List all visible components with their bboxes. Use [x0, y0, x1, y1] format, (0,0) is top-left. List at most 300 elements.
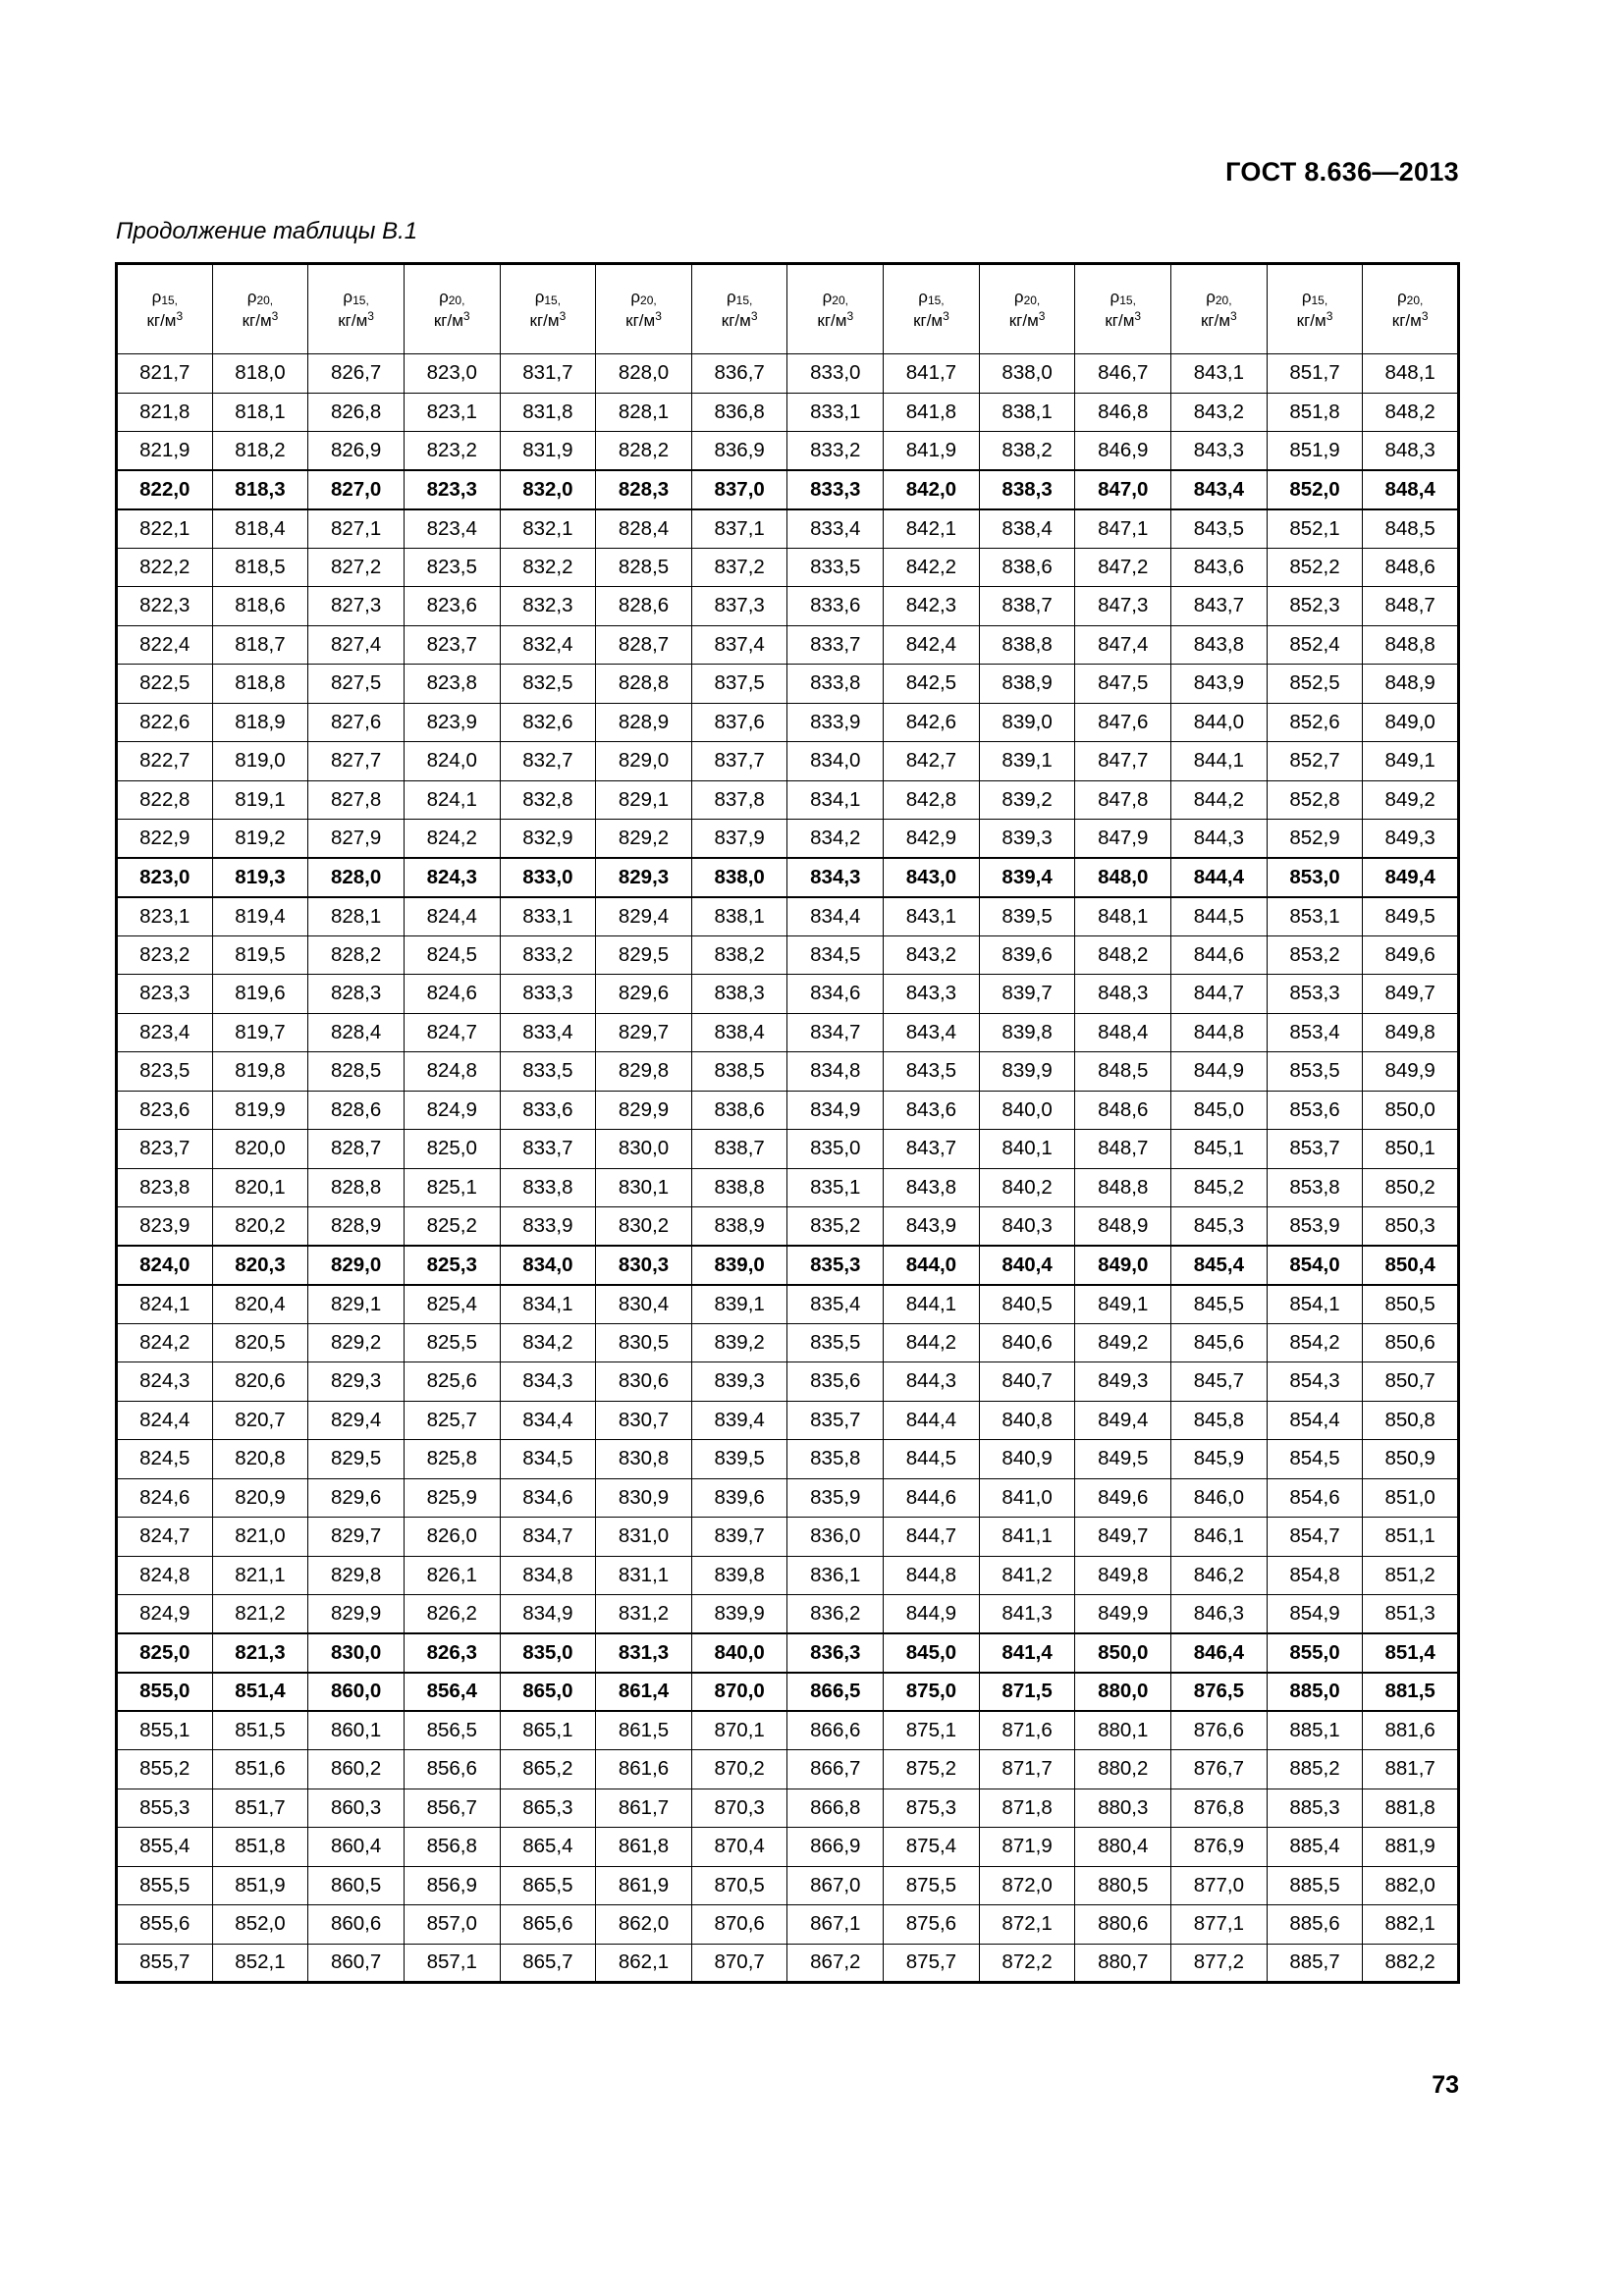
density-cell: 834,0 [787, 742, 884, 781]
density-cell: 851,2 [1363, 1556, 1459, 1595]
density-cell: 877,0 [1171, 1866, 1268, 1905]
density-cell: 871,9 [979, 1828, 1075, 1867]
table-row [117, 742, 1459, 781]
density-cell: 829,1 [308, 1285, 405, 1324]
density-cell: 839,3 [691, 1362, 787, 1402]
density-cell: 843,0 [884, 858, 980, 897]
table-row [117, 665, 1459, 704]
density-cell: 823,4 [404, 509, 500, 549]
density-cell: 885,0 [1267, 1673, 1363, 1712]
density-cell: 841,7 [884, 354, 980, 394]
density-cell: 842,9 [884, 820, 980, 859]
density-cell: 850,6 [1363, 1323, 1459, 1362]
density-cell: 830,2 [596, 1207, 692, 1247]
density-cell: 849,3 [1075, 1362, 1171, 1402]
density-cell: 847,1 [1075, 509, 1171, 549]
density-cell: 860,7 [308, 1944, 405, 1983]
density-cell: 860,1 [308, 1711, 405, 1750]
column-header-7 [691, 264, 787, 354]
density-cell: 833,8 [500, 1168, 596, 1207]
density-cell: 835,1 [787, 1168, 884, 1207]
density-cell: 825,7 [404, 1401, 500, 1440]
density-cell: 822,8 [117, 780, 213, 820]
density-cell: 821,8 [117, 393, 213, 432]
density-cell: 837,3 [691, 587, 787, 626]
density-cell: 829,3 [596, 858, 692, 897]
density-cell: 850,8 [1363, 1401, 1459, 1440]
density-cell: 823,8 [404, 665, 500, 704]
density-cell: 861,9 [596, 1866, 692, 1905]
density-cell: 828,6 [308, 1091, 405, 1130]
density-cell: 847,8 [1075, 780, 1171, 820]
density-cell: 841,3 [979, 1595, 1075, 1634]
density-cell: 823,4 [117, 1013, 213, 1052]
header-unit: $кг/м^3$ [1391, 308, 1429, 330]
header-symbol: ρ15, [343, 288, 369, 308]
density-cell: 842,4 [884, 625, 980, 665]
density-cell: 830,0 [308, 1633, 405, 1673]
density-cell: 825,0 [404, 1130, 500, 1169]
density-cell: 876,6 [1171, 1711, 1268, 1750]
density-cell: 844,0 [1171, 703, 1268, 742]
density-cell: 828,7 [596, 625, 692, 665]
density-cell: 828,2 [308, 935, 405, 975]
table-row [117, 975, 1459, 1014]
density-cell: 822,6 [117, 703, 213, 742]
table-row [117, 1595, 1459, 1634]
density-cell: 885,4 [1267, 1828, 1363, 1867]
density-cell: 848,8 [1363, 625, 1459, 665]
density-cell: 845,7 [1171, 1362, 1268, 1402]
density-cell: 855,3 [117, 1789, 213, 1828]
density-cell: 821,7 [117, 354, 213, 394]
table-row [117, 625, 1459, 665]
density-cell: 831,7 [500, 354, 596, 394]
density-cell: 851,6 [212, 1750, 308, 1789]
density-cell: 828,7 [308, 1130, 405, 1169]
density-cell: 845,0 [884, 1633, 980, 1673]
density-cell: 885,2 [1267, 1750, 1363, 1789]
density-cell: 881,6 [1363, 1711, 1459, 1750]
density-cell: 871,7 [979, 1750, 1075, 1789]
density-cell: 835,9 [787, 1478, 884, 1518]
density-cell: 848,3 [1363, 432, 1459, 471]
density-cell: 855,0 [117, 1673, 213, 1712]
density-cell: 854,2 [1267, 1323, 1363, 1362]
density-cell: 849,0 [1075, 1246, 1171, 1285]
density-cell: 872,2 [979, 1944, 1075, 1983]
density-cell: 839,4 [979, 858, 1075, 897]
density-cell: 844,4 [1171, 858, 1268, 897]
density-cell: 849,8 [1075, 1556, 1171, 1595]
density-cell: 825,4 [404, 1285, 500, 1324]
density-cell: 828,6 [596, 587, 692, 626]
density-cell: 829,0 [308, 1246, 405, 1285]
density-cell: 819,4 [212, 897, 308, 936]
density-cell: 834,8 [500, 1556, 596, 1595]
density-cell: 880,1 [1075, 1711, 1171, 1750]
header-symbol: ρ20, [1396, 288, 1424, 308]
density-cell: 849,3 [1363, 820, 1459, 859]
column-header-13 [1267, 264, 1363, 354]
density-cell: 829,9 [596, 1091, 692, 1130]
table-row [117, 1285, 1459, 1324]
density-cell: 833,0 [500, 858, 596, 897]
column-header-4 [404, 264, 500, 354]
density-cell: 824,4 [404, 897, 500, 936]
header-symbol: ρ20, [630, 288, 657, 308]
density-cell: 838,7 [691, 1130, 787, 1169]
density-cell: 853,4 [1267, 1013, 1363, 1052]
density-cell: 839,1 [691, 1285, 787, 1324]
density-cell: 849,8 [1363, 1013, 1459, 1052]
density-cell: 885,1 [1267, 1711, 1363, 1750]
density-cell: 823,5 [404, 548, 500, 587]
density-cell: 834,6 [787, 975, 884, 1014]
density-cell: 840,5 [979, 1285, 1075, 1324]
density-cell: 851,1 [1363, 1518, 1459, 1557]
density-cell: 848,7 [1075, 1130, 1171, 1169]
density-cell: 847,9 [1075, 820, 1171, 859]
density-cell: 852,0 [1267, 470, 1363, 509]
density-cell: 818,4 [212, 509, 308, 549]
table-row [117, 1478, 1459, 1518]
density-cell: 830,1 [596, 1168, 692, 1207]
density-cell: 839,9 [979, 1052, 1075, 1092]
density-conversion-table [115, 262, 1460, 1984]
column-header-12 [1171, 264, 1268, 354]
density-cell: 823,6 [117, 1091, 213, 1130]
density-cell: 829,2 [596, 820, 692, 859]
table-row [117, 1168, 1459, 1207]
density-cell: 875,5 [884, 1866, 980, 1905]
density-cell: 838,5 [691, 1052, 787, 1092]
density-cell: 824,0 [117, 1246, 213, 1285]
density-cell: 875,4 [884, 1828, 980, 1867]
density-cell: 854,9 [1267, 1595, 1363, 1634]
density-cell: 880,7 [1075, 1944, 1171, 1983]
density-cell: 881,5 [1363, 1673, 1459, 1712]
density-cell: 865,5 [500, 1866, 596, 1905]
density-cell: 818,3 [212, 470, 308, 509]
density-cell: 844,0 [884, 1246, 980, 1285]
density-cell: 828,4 [308, 1013, 405, 1052]
density-cell: 885,7 [1267, 1944, 1363, 1983]
header-symbol: ρ20, [246, 288, 274, 308]
density-cell: 824,0 [404, 742, 500, 781]
density-cell: 835,6 [787, 1362, 884, 1402]
density-cell: 830,3 [596, 1246, 692, 1285]
density-cell: 843,8 [884, 1168, 980, 1207]
density-cell: 819,7 [212, 1013, 308, 1052]
density-cell: 855,0 [1267, 1633, 1363, 1673]
density-cell: 832,4 [500, 625, 596, 665]
density-cell: 824,2 [117, 1323, 213, 1362]
density-cell: 850,0 [1363, 1091, 1459, 1130]
density-cell: 823,9 [117, 1207, 213, 1247]
density-cell: 845,6 [1171, 1323, 1268, 1362]
table-row [117, 1633, 1459, 1673]
density-cell: 830,4 [596, 1285, 692, 1324]
density-cell: 828,8 [596, 665, 692, 704]
density-cell: 839,8 [691, 1556, 787, 1595]
column-header-11 [1075, 264, 1171, 354]
density-cell: 829,8 [308, 1556, 405, 1595]
density-cell: 833,6 [500, 1091, 596, 1130]
header-symbol: ρ15, [151, 288, 178, 308]
density-cell: 880,4 [1075, 1828, 1171, 1867]
density-cell: 835,0 [500, 1633, 596, 1673]
density-cell: 834,4 [500, 1401, 596, 1440]
density-cell: 853,6 [1267, 1091, 1363, 1130]
density-cell: 824,9 [404, 1091, 500, 1130]
density-cell: 825,3 [404, 1246, 500, 1285]
density-cell: 833,5 [787, 548, 884, 587]
density-cell: 838,8 [979, 625, 1075, 665]
table-row [117, 1518, 1459, 1557]
density-cell: 836,9 [691, 432, 787, 471]
density-cell: 843,2 [1171, 393, 1268, 432]
density-cell: 852,7 [1267, 742, 1363, 781]
density-cell: 828,2 [596, 432, 692, 471]
density-cell: 885,6 [1267, 1905, 1363, 1945]
table-body [117, 354, 1459, 1983]
density-cell: 857,1 [404, 1944, 500, 1983]
density-cell: 830,5 [596, 1323, 692, 1362]
density-cell: 846,1 [1171, 1518, 1268, 1557]
density-cell: 836,7 [691, 354, 787, 394]
density-cell: 824,4 [117, 1401, 213, 1440]
density-cell: 881,8 [1363, 1789, 1459, 1828]
density-cell: 825,2 [404, 1207, 500, 1247]
density-cell: 844,8 [1171, 1013, 1268, 1052]
density-cell: 833,8 [787, 665, 884, 704]
density-cell: 833,9 [500, 1207, 596, 1247]
density-cell: 845,3 [1171, 1207, 1268, 1247]
density-cell: 861,5 [596, 1711, 692, 1750]
density-cell: 820,9 [212, 1478, 308, 1518]
density-cell: 820,8 [212, 1440, 308, 1479]
density-cell: 865,4 [500, 1828, 596, 1867]
density-cell: 835,8 [787, 1440, 884, 1479]
density-cell: 832,2 [500, 548, 596, 587]
density-cell: 838,1 [691, 897, 787, 936]
column-header-2 [212, 264, 308, 354]
table-head [117, 264, 1459, 354]
header-unit: $кг/м^3$ [146, 308, 184, 330]
density-cell: 844,7 [884, 1518, 980, 1557]
density-cell: 866,9 [787, 1828, 884, 1867]
table-row [117, 1091, 1459, 1130]
table-row [117, 587, 1459, 626]
density-cell: 834,1 [787, 780, 884, 820]
density-cell: 823,0 [404, 354, 500, 394]
density-cell: 856,9 [404, 1866, 500, 1905]
density-cell: 845,1 [1171, 1130, 1268, 1169]
density-cell: 838,1 [979, 393, 1075, 432]
density-cell: 848,9 [1075, 1207, 1171, 1247]
density-cell: 860,0 [308, 1673, 405, 1712]
density-cell: 826,1 [404, 1556, 500, 1595]
density-cell: 835,7 [787, 1401, 884, 1440]
density-cell: 845,0 [1171, 1091, 1268, 1130]
density-cell: 828,5 [596, 548, 692, 587]
density-cell: 833,3 [500, 975, 596, 1014]
header-unit: $кг/м^3$ [1105, 308, 1142, 330]
density-cell: 847,6 [1075, 703, 1171, 742]
density-cell: 844,3 [884, 1362, 980, 1402]
density-cell: 828,0 [308, 858, 405, 897]
density-cell: 820,6 [212, 1362, 308, 1402]
density-cell: 818,8 [212, 665, 308, 704]
density-cell: 833,9 [787, 703, 884, 742]
density-cell: 834,1 [500, 1285, 596, 1324]
density-cell: 871,5 [979, 1673, 1075, 1712]
density-cell: 849,2 [1363, 780, 1459, 820]
density-cell: 829,5 [308, 1440, 405, 1479]
density-cell: 851,9 [212, 1866, 308, 1905]
density-cell: 870,2 [691, 1750, 787, 1789]
density-cell: 823,1 [404, 393, 500, 432]
density-cell: 875,7 [884, 1944, 980, 1983]
density-cell: 833,0 [787, 354, 884, 394]
table-row [117, 935, 1459, 975]
density-cell: 843,9 [1171, 665, 1268, 704]
density-cell: 844,3 [1171, 820, 1268, 859]
density-cell: 844,1 [1171, 742, 1268, 781]
density-cell: 834,2 [500, 1323, 596, 1362]
density-cell: 877,2 [1171, 1944, 1268, 1983]
density-cell: 828,9 [596, 703, 692, 742]
density-cell: 826,3 [404, 1633, 500, 1673]
density-cell: 870,6 [691, 1905, 787, 1945]
density-cell: 839,1 [979, 742, 1075, 781]
density-cell: 841,8 [884, 393, 980, 432]
density-cell: 829,9 [308, 1595, 405, 1634]
density-cell: 824,5 [117, 1440, 213, 1479]
density-cell: 828,3 [596, 470, 692, 509]
density-cell: 852,3 [1267, 587, 1363, 626]
density-cell: 824,2 [404, 820, 500, 859]
density-cell: 832,1 [500, 509, 596, 549]
density-cell: 853,1 [1267, 897, 1363, 936]
density-cell: 834,9 [500, 1595, 596, 1634]
density-cell: 841,4 [979, 1633, 1075, 1673]
density-cell: 861,7 [596, 1789, 692, 1828]
density-cell: 840,2 [979, 1168, 1075, 1207]
density-cell: 818,0 [212, 354, 308, 394]
table-caption: Продолжение таблицы В.1 [116, 218, 418, 244]
density-cell: 827,7 [308, 742, 405, 781]
density-cell: 848,6 [1075, 1091, 1171, 1130]
density-cell: 852,2 [1267, 548, 1363, 587]
density-cell: 876,9 [1171, 1828, 1268, 1867]
density-cell: 828,4 [596, 509, 692, 549]
density-cell: 843,6 [884, 1091, 980, 1130]
density-cell: 840,8 [979, 1401, 1075, 1440]
density-cell: 846,3 [1171, 1595, 1268, 1634]
density-cell: 818,1 [212, 393, 308, 432]
density-cell: 826,9 [308, 432, 405, 471]
table-row [117, 1207, 1459, 1247]
density-cell: 830,0 [596, 1130, 692, 1169]
density-cell: 840,1 [979, 1130, 1075, 1169]
density-cell: 860,5 [308, 1866, 405, 1905]
density-cell: 850,3 [1363, 1207, 1459, 1247]
column-header-10 [979, 264, 1075, 354]
density-cell: 834,7 [787, 1013, 884, 1052]
density-cell: 881,7 [1363, 1750, 1459, 1789]
density-cell: 840,0 [691, 1633, 787, 1673]
density-cell: 840,3 [979, 1207, 1075, 1247]
density-cell: 822,1 [117, 509, 213, 549]
density-cell: 867,1 [787, 1905, 884, 1945]
density-cell: 843,7 [1171, 587, 1268, 626]
density-cell: 842,7 [884, 742, 980, 781]
density-cell: 833,2 [500, 935, 596, 975]
density-cell: 829,7 [596, 1013, 692, 1052]
density-cell: 846,8 [1075, 393, 1171, 432]
density-cell: 849,1 [1363, 742, 1459, 781]
density-cell: 819,6 [212, 975, 308, 1014]
density-cell: 829,2 [308, 1323, 405, 1362]
density-cell: 848,1 [1363, 354, 1459, 394]
density-cell: 848,1 [1075, 897, 1171, 936]
density-cell: 841,0 [979, 1478, 1075, 1518]
density-cell: 862,0 [596, 1905, 692, 1945]
density-cell: 827,0 [308, 470, 405, 509]
header-symbol: ρ15, [534, 288, 562, 308]
density-cell: 850,9 [1363, 1440, 1459, 1479]
density-cell: 880,5 [1075, 1866, 1171, 1905]
density-cell: 829,6 [596, 975, 692, 1014]
density-cell: 875,2 [884, 1750, 980, 1789]
header-unit: $кг/м^3$ [338, 308, 374, 330]
density-cell: 831,2 [596, 1595, 692, 1634]
density-cell: 865,6 [500, 1905, 596, 1945]
density-cell: 865,1 [500, 1711, 596, 1750]
header-symbol: ρ15, [1110, 288, 1136, 308]
density-cell: 849,9 [1075, 1595, 1171, 1634]
density-cell: 824,6 [117, 1478, 213, 1518]
density-cell: 822,7 [117, 742, 213, 781]
density-cell: 837,9 [691, 820, 787, 859]
density-cell: 833,1 [787, 393, 884, 432]
density-cell: 832,8 [500, 780, 596, 820]
density-cell: 833,7 [500, 1130, 596, 1169]
density-cell: 861,8 [596, 1828, 692, 1867]
density-cell: 848,2 [1363, 393, 1459, 432]
density-cell: 819,5 [212, 935, 308, 975]
table-row [117, 1362, 1459, 1402]
density-cell: 844,1 [884, 1285, 980, 1324]
density-cell: 838,6 [979, 548, 1075, 587]
density-cell: 843,3 [1171, 432, 1268, 471]
density-cell: 850,7 [1363, 1362, 1459, 1402]
density-cell: 824,9 [117, 1595, 213, 1634]
density-cell: 847,0 [1075, 470, 1171, 509]
header-unit: $кг/м^3$ [529, 308, 567, 330]
density-cell: 837,8 [691, 780, 787, 820]
density-cell: 871,8 [979, 1789, 1075, 1828]
density-cell: 844,9 [1171, 1052, 1268, 1092]
density-cell: 856,6 [404, 1750, 500, 1789]
density-cell: 855,1 [117, 1711, 213, 1750]
density-cell: 838,2 [691, 935, 787, 975]
density-cell: 850,4 [1363, 1246, 1459, 1285]
density-cell: 839,8 [979, 1013, 1075, 1052]
density-cell: 839,6 [691, 1478, 787, 1518]
